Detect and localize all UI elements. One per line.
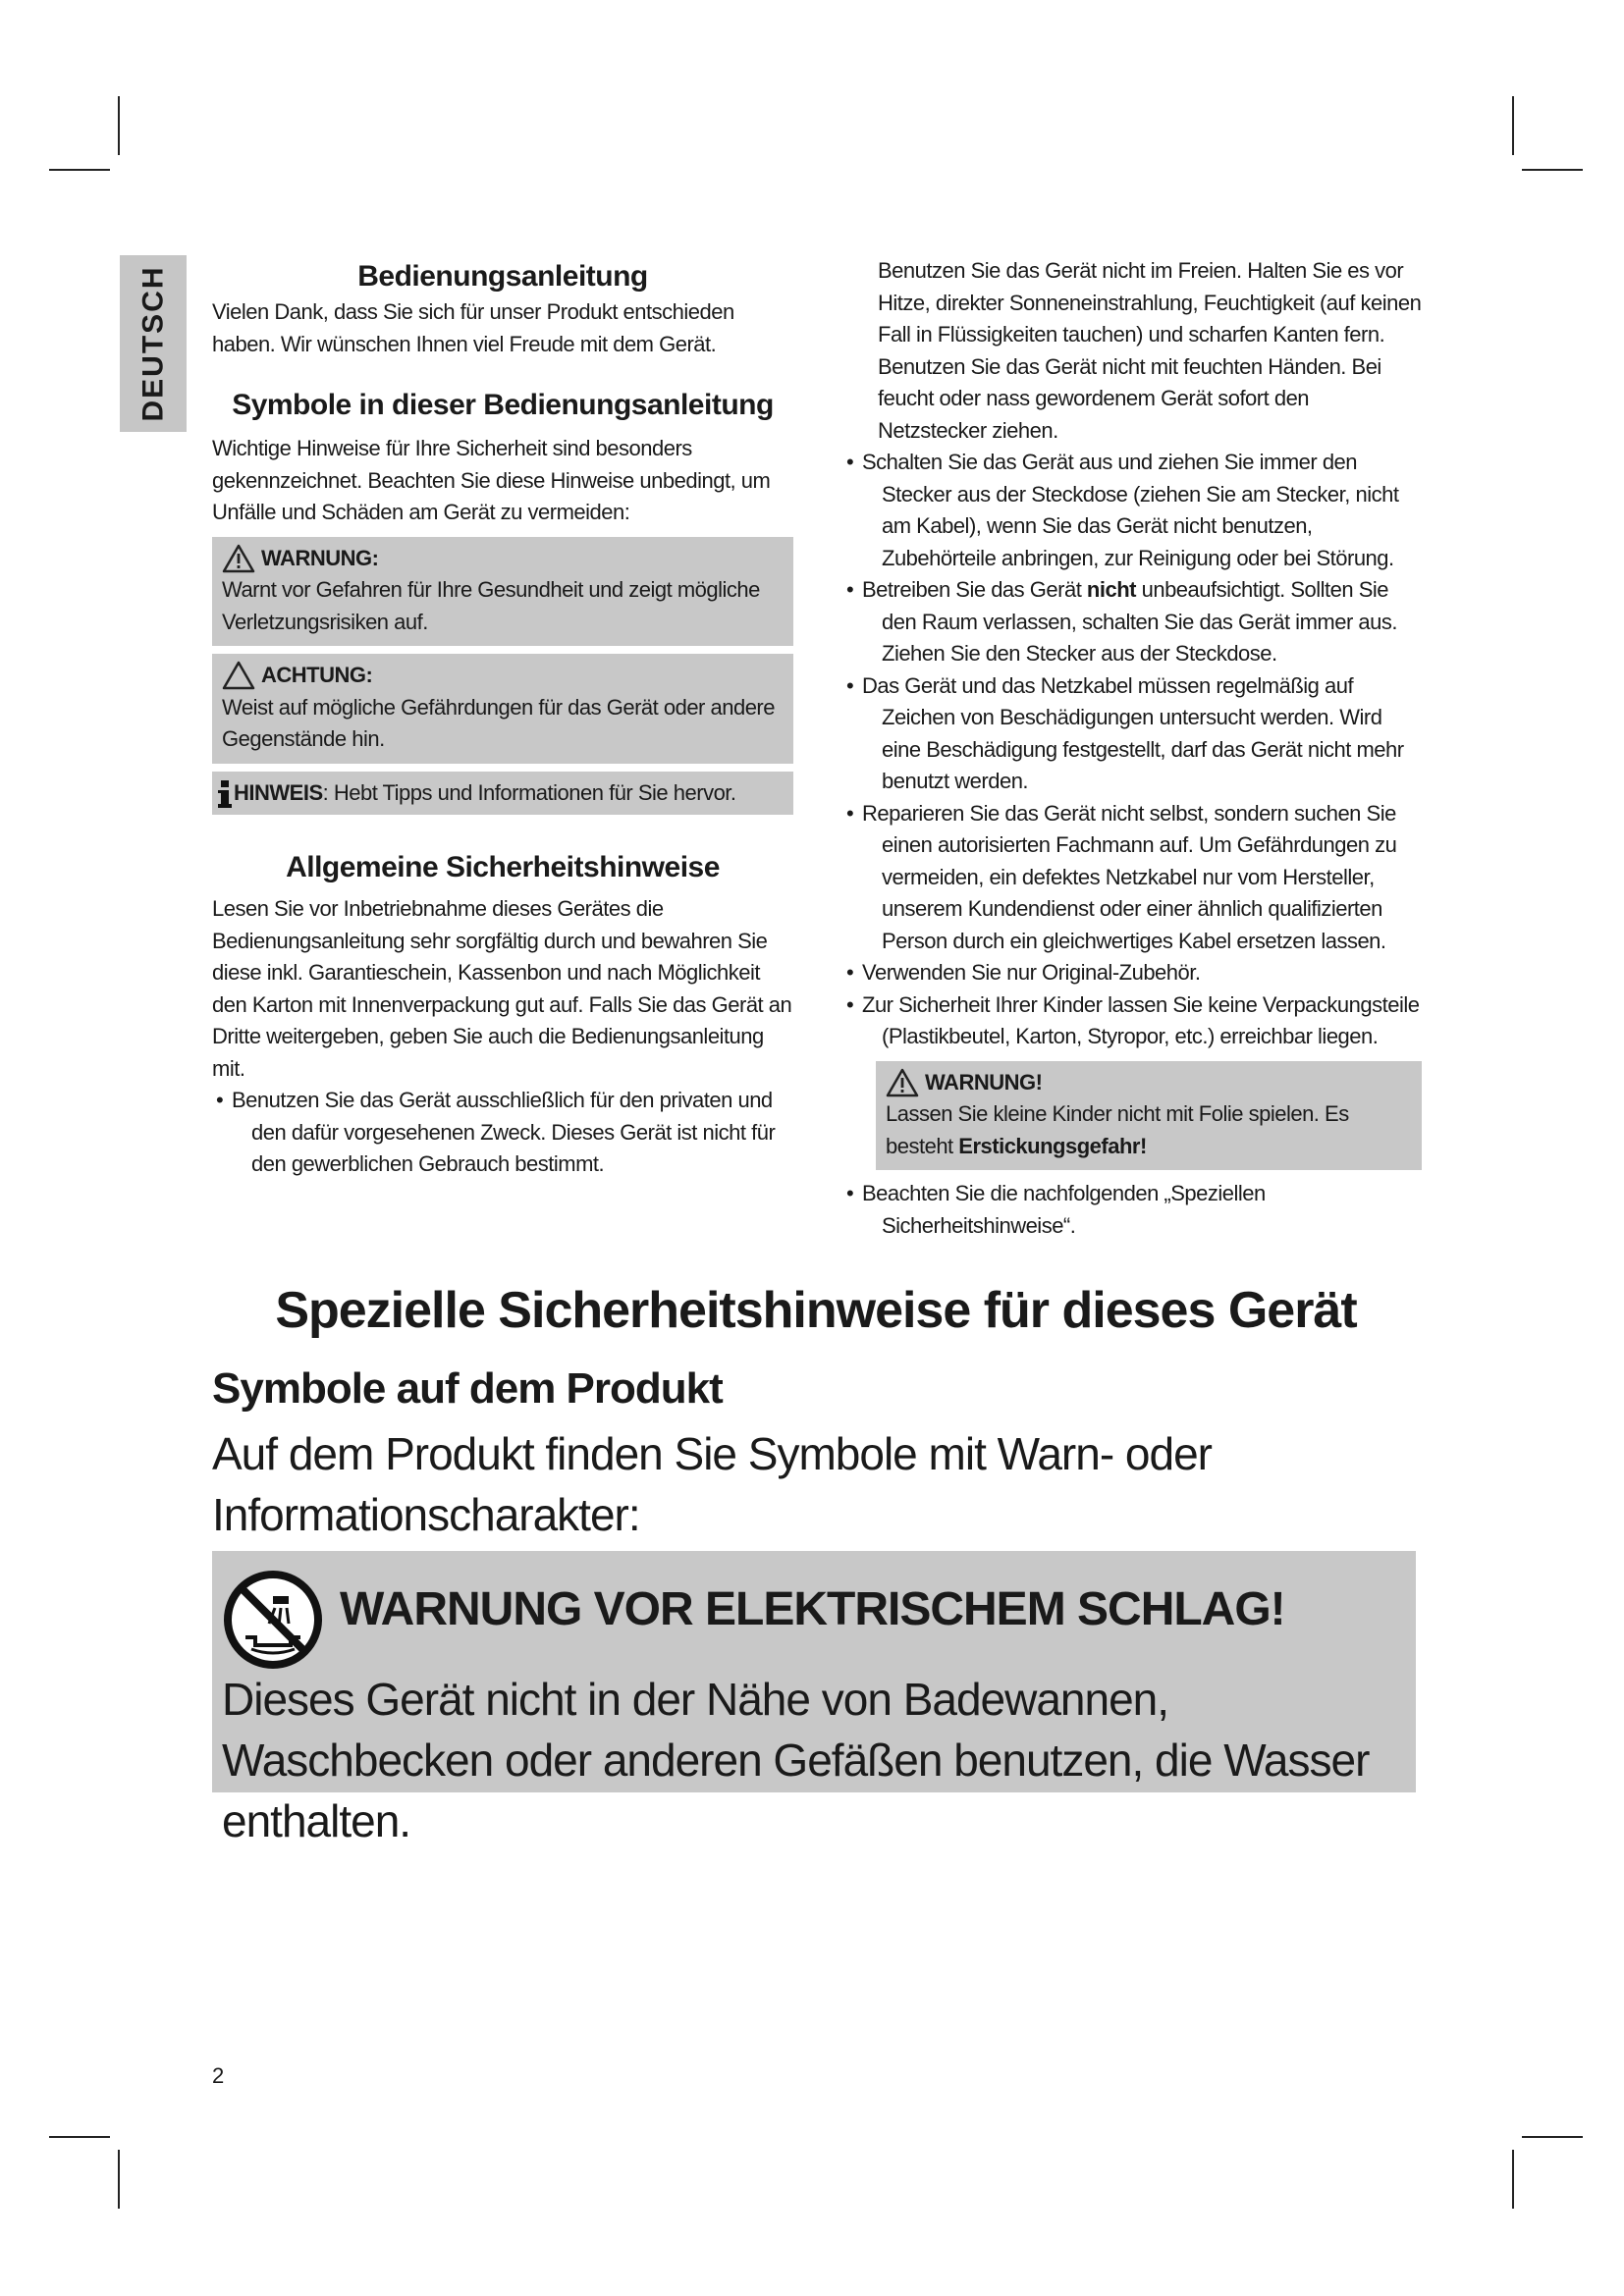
crop-mark: [1512, 2150, 1514, 2209]
caution-title-text: ACHTUNG:: [261, 663, 373, 687]
info-icon: [216, 780, 234, 808]
continued-text: Benutzen Sie das Gerät nicht im Freien. Halten Sie es vor Hitze, direkter Sonneneinstrahlung, Feuchtigkeit (auf keinen Fall in Flüssigkeiten tauchen) und scharfen Kanten fern. Benutzen Sie das Gerät nicht mit feuchten Händen. Bei feucht oder nass gewordenem Gerät sofort den Netzstecker ziehen.: [878, 258, 1422, 443]
right-safety-list-end: [842, 1178, 1422, 1242]
note-label: HINWEIS: [234, 779, 323, 805]
list-item: • Beachten Sie die nachfolgenden „Speziellen Sicherheitshinweise“.: [842, 1178, 1422, 1242]
warning-text: Warnt vor Gefahren für Ihre Gesundheit und zeigt mögliche Verletzungsrisiken auf.: [222, 577, 760, 634]
manual-title: Bedienungsanleitung: [357, 260, 648, 293]
caution-box: [212, 654, 793, 764]
caution-triangle-icon: [222, 661, 255, 690]
list-item: • Verwenden Sie nur Original-Zubehör.: [842, 957, 1422, 989]
electric-shock-warning-box: [212, 1551, 1416, 1846]
right-column: [842, 255, 1422, 1242]
crop-mark: [1522, 2136, 1583, 2138]
child-warning-title-text: WARNUNG!: [925, 1069, 1043, 1095]
product-symbols-intro: Auf dem Produkt finden Sie Symbole mit Warn- oder Informationscharakter:: [212, 1428, 1212, 1540]
warning-title-text: WARNUNG:: [261, 545, 379, 570]
general-safety-list: [212, 1085, 793, 1181]
warning-box: [212, 537, 793, 647]
symbols-intro: Wichtige Hinweise für Ihre Sicherheit sind besonders gekennzeichnet. Beachten Sie diese Hinweise unbedingt, um Unfälle und Schäden am Gerät zu vermeiden:: [212, 436, 771, 524]
list-item: • Benutzen Sie das Gerät ausschließlich für den privaten und den dafür vorgesehenen Zweck. Dieses Gerät ist nicht für den gewerblichen Gebrauch bestimmt.: [212, 1085, 793, 1181]
list-item: • Reparieren Sie das Gerät nicht selbst, sondern suchen Sie einen autorisierten Fachmann auf. Um Gefährdungen zu vermeiden, ein defektes Netzkabel nur vom Hersteller, unserem Kundendienst oder einer ähnlich qualifizierten Person durch ein gleichwertiges Kabel ersetzen lassen.: [842, 798, 1422, 958]
child-warning-text: Lassen Sie kleine Kinder nicht mit Folie spielen. Es besteht Erstickungsgefahr!: [886, 1101, 1349, 1158]
child-warning-box: [876, 1061, 1422, 1171]
symbols-heading: Symbole in dieser Bedienungsanleitung: [232, 389, 774, 421]
crop-mark: [49, 2136, 110, 2138]
general-safety-heading: Allgemeine Sicherheitshinweise: [286, 851, 720, 883]
list-item: • Betreiben Sie das Gerät nicht unbeaufsichtigt. Sollten Sie den Raum verlassen, schalten Sie das Gerät immer aus. Ziehen Sie den Stecker aus der Steckdose.: [842, 574, 1422, 670]
list-item: • Das Gerät und das Netzkabel müssen regelmäßig auf Zeichen von Beschädigungen untersucht werden. Wird eine Beschädigung festgestellt, darf das Gerät nicht mehr benutzt werden.: [842, 670, 1422, 798]
crop-mark: [1512, 96, 1514, 155]
caution-title: [222, 660, 784, 692]
crop-mark: [49, 169, 110, 171]
electric-shock-warning-text: Dieses Gerät nicht in der Nähe von Badewannen, Waschbecken oder anderen Gefäßen benutzen, die Wasser enthalten.: [222, 1674, 1370, 1846]
crop-mark: [118, 96, 120, 155]
list-item: • Zur Sicherheit Ihrer Kinder lassen Sie keine Verpackungsteile (Plastikbeutel, Karton, Styropor, etc.) erreichbar liegen.: [842, 989, 1422, 1053]
left-column: [212, 257, 793, 1181]
thanks-text: Vielen Dank, dass Sie sich für unser Produkt entschieden haben. Wir wünschen Ihnen viel Freude mit dem Gerät.: [212, 299, 734, 356]
list-item: • Schalten Sie das Gerät aus und ziehen Sie immer den Stecker aus der Steckdose (ziehen Sie am Stecker, nicht am Kabel), wenn Sie das Gerät nicht benutzen, Zubehörteile anbringen, zur Reinigung oder bei Störung.: [842, 447, 1422, 574]
language-tab: [120, 255, 187, 432]
general-safety-intro: Lesen Sie vor Inbetriebnahme dieses Gerätes die Bedienungsanleitung sehr sorgfältig durch und bewahren Sie diese inkl. Garantieschein, Kassenbon und nach Möglichkeit den Karton mit Innenverpackung gut auf. Falls Sie das Gerät an Dritte weitergeben, geben Sie auch die Bedienungsanleitung mit.: [212, 896, 792, 1081]
special-safety-heading: Spezielle Sicherheitshinweise für dieses Gerät: [275, 1282, 1357, 1339]
warning-title: [222, 543, 784, 575]
warning-triangle-icon: [886, 1068, 919, 1097]
product-symbols-heading: Symbole auf dem Produkt: [212, 1364, 723, 1413]
electric-shock-warning-title: WARNUNG VOR ELEKTRISCHEM SCHLAG!: [340, 1583, 1285, 1635]
language-tab-label: DEUTSCH: [136, 265, 170, 422]
caution-text: Weist auf mögliche Gefährdungen für das Gerät oder andere Gegenstände hin.: [222, 694, 775, 751]
crop-mark: [118, 2150, 120, 2209]
right-safety-list: [842, 447, 1422, 1053]
warning-triangle-icon: [222, 544, 255, 573]
note-text: : Hebt Tipps und Informationen für Sie hervor.: [322, 779, 736, 805]
no-water-prohibition-icon: [222, 1569, 324, 1671]
child-warning-title: [886, 1067, 1412, 1099]
note-box: [212, 772, 793, 816]
crop-mark: [1522, 169, 1583, 171]
page-number: 2: [212, 2063, 225, 2088]
